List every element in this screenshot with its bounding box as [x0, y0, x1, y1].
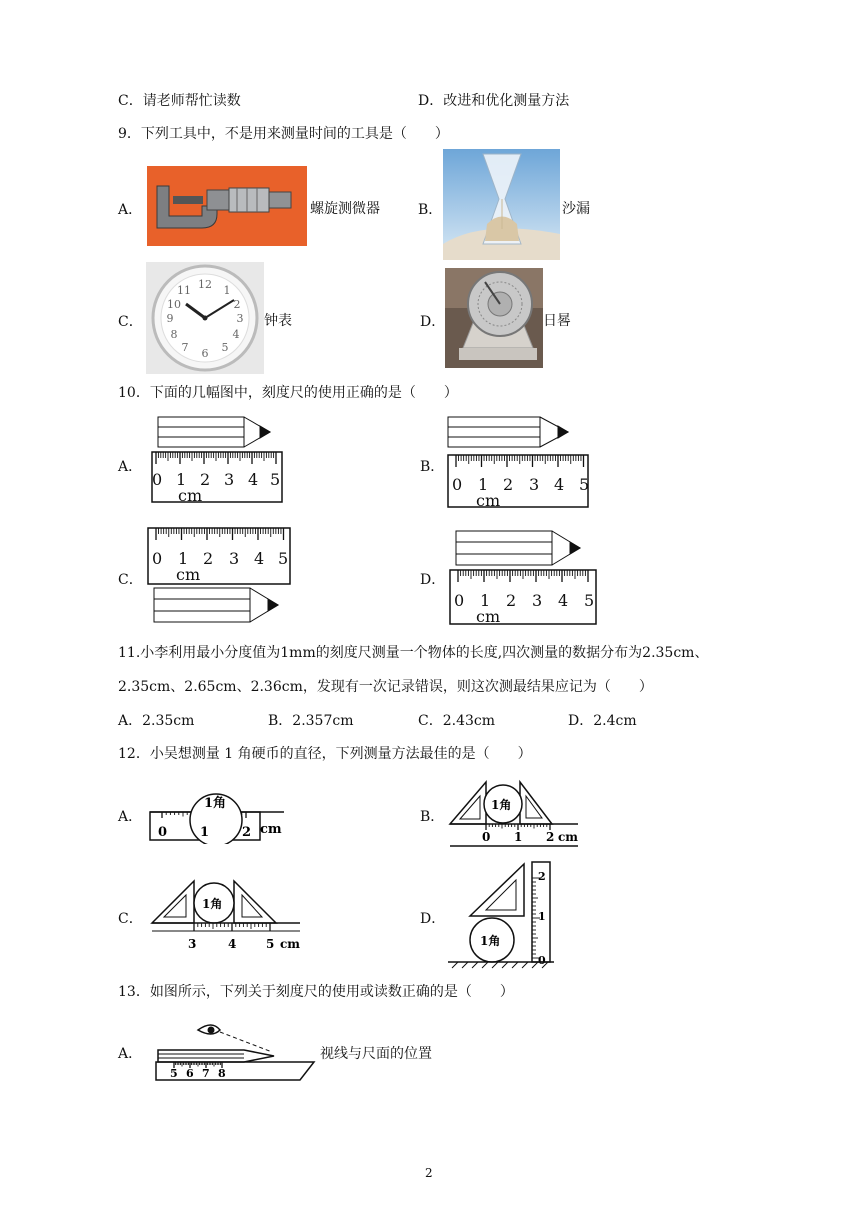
- svg-text:1角: 1角: [202, 897, 223, 911]
- pencil: [154, 588, 278, 622]
- q13-stem: 13．如图所示，下列关于刻度尺的使用或读数正确的是（ ）: [118, 984, 514, 1000]
- q9-option-d-letter: D．: [420, 314, 446, 330]
- svg-text:1角: 1角: [491, 798, 512, 812]
- q9-option-d-label: 日晷: [543, 313, 571, 329]
- svg-text:8: 8: [218, 1067, 226, 1080]
- svg-text:6: 6: [201, 347, 209, 360]
- svg-text:11: 11: [177, 284, 191, 297]
- svg-text:2: 2: [538, 870, 546, 883]
- q13-option-a-label: 视线与尺面的位置: [320, 1046, 432, 1062]
- svg-text:cm: cm: [476, 607, 501, 626]
- q12-figure-a: [148, 778, 288, 844]
- svg-text:3: 3: [532, 591, 543, 610]
- page-number: 2: [425, 1166, 433, 1180]
- svg-text:5: 5: [270, 470, 281, 489]
- q12-figure-d: [446, 858, 556, 970]
- svg-text:2: 2: [200, 470, 211, 489]
- svg-text:4: 4: [232, 328, 240, 341]
- svg-text:7: 7: [202, 1067, 210, 1080]
- micrometer-image: [147, 166, 307, 246]
- q12-option-d-letter: D．: [420, 911, 446, 927]
- ruler: [152, 452, 282, 505]
- clock-image: [146, 262, 264, 374]
- svg-text:1: 1: [478, 475, 489, 494]
- ruler: [450, 570, 596, 626]
- svg-text:3: 3: [229, 549, 240, 568]
- q9-option-b-label: 沙漏: [562, 201, 590, 217]
- q11-option-c: C．2.43cm: [418, 713, 495, 729]
- svg-text:5: 5: [170, 1067, 178, 1080]
- svg-text:1: 1: [223, 284, 231, 297]
- hourglass-image: [443, 149, 560, 260]
- svg-text:3: 3: [224, 470, 235, 489]
- q10-option-d-letter: D．: [420, 572, 446, 588]
- svg-text:5: 5: [266, 937, 275, 951]
- svg-text:2: 2: [506, 591, 517, 610]
- q10-figure-c: [146, 526, 296, 626]
- svg-text:2: 2: [503, 475, 514, 494]
- q9-option-a-letter: A．: [118, 202, 143, 218]
- svg-text:0: 0: [152, 470, 163, 489]
- q12-option-b-letter: B．: [420, 809, 445, 825]
- svg-text:1: 1: [480, 591, 491, 610]
- svg-text:10: 10: [167, 298, 181, 311]
- q9-option-c-letter: C．: [118, 314, 143, 330]
- q10-figure-a: [150, 413, 290, 508]
- svg-text:cm: cm: [280, 937, 301, 951]
- svg-text:cm: cm: [558, 830, 579, 844]
- svg-text:6: 6: [186, 1067, 194, 1080]
- pencil: [448, 417, 568, 447]
- q10-option-a-letter: A．: [118, 459, 143, 475]
- q10-figure-d: [446, 527, 600, 627]
- q10-stem: 10．下面的几幅图中，刻度尺的使用正确的是（ ）: [118, 385, 458, 401]
- q10-option-b-letter: B．: [420, 459, 445, 475]
- svg-text:7: 7: [181, 341, 189, 354]
- q13-option-a-letter: A．: [118, 1046, 143, 1062]
- svg-text:0: 0: [158, 825, 168, 840]
- q13-figure-a: [154, 1016, 320, 1086]
- svg-text:5: 5: [584, 591, 595, 610]
- svg-text:cm: cm: [260, 822, 282, 837]
- svg-text:3: 3: [236, 312, 244, 325]
- svg-text:1: 1: [538, 910, 546, 923]
- svg-text:cm: cm: [176, 565, 201, 584]
- q11-option-d: D．2.4cm: [568, 713, 637, 729]
- svg-text:2: 2: [203, 549, 214, 568]
- ruler: [448, 455, 589, 510]
- svg-text:0: 0: [482, 830, 491, 844]
- svg-text:1: 1: [176, 470, 187, 489]
- svg-text:9: 9: [166, 312, 174, 325]
- q9-option-a-label: 螺旋测微器: [310, 201, 380, 217]
- svg-text:4: 4: [554, 475, 565, 494]
- svg-text:4: 4: [248, 470, 259, 489]
- q9-stem: 9．下列工具中，不是用来测量时间的工具是（ ）: [118, 126, 449, 142]
- svg-text:1角: 1角: [204, 796, 227, 811]
- ruler: [148, 528, 290, 584]
- svg-text:1角: 1角: [480, 934, 501, 948]
- svg-text:4: 4: [254, 549, 265, 568]
- svg-text:3: 3: [529, 475, 540, 494]
- q12-option-c-letter: C．: [118, 911, 143, 927]
- q11-option-a: A．2.35cm: [118, 713, 195, 729]
- svg-text:0: 0: [452, 475, 463, 494]
- pencil: [456, 531, 580, 565]
- q8-option-c: C．请老师帮忙读数: [118, 93, 241, 109]
- q11-option-b: B．2.357cm: [268, 713, 354, 729]
- svg-text:cm: cm: [178, 486, 203, 505]
- svg-text:cm: cm: [476, 491, 501, 510]
- svg-text:12: 12: [198, 278, 212, 291]
- svg-text:0: 0: [454, 591, 465, 610]
- svg-text:1: 1: [178, 549, 189, 568]
- svg-text:5: 5: [579, 475, 590, 494]
- q9-option-b-letter: B．: [418, 202, 443, 218]
- q12-stem: 12．小吴想测量 1 角硬币的直径，下列测量方法最佳的是（ ）: [118, 746, 532, 762]
- svg-text:8: 8: [170, 328, 178, 341]
- svg-text:5: 5: [221, 341, 229, 354]
- svg-text:2: 2: [546, 830, 555, 844]
- svg-text:2: 2: [233, 298, 241, 311]
- q10-option-c-letter: C．: [118, 572, 143, 588]
- q11-stem-line2: 2.35cm、2.65cm、2.36cm，发现有一次记录错误，则这次测最结果应记为（ ）: [118, 679, 653, 695]
- svg-text:5: 5: [278, 549, 289, 568]
- q12-figure-c: [148, 875, 304, 953]
- sundial-image: [445, 268, 543, 368]
- q12-figure-b: [446, 774, 582, 848]
- q12-option-a-letter: A．: [118, 809, 143, 825]
- q10-figure-b: [446, 413, 592, 510]
- svg-text:0: 0: [538, 954, 546, 967]
- svg-text:4: 4: [228, 937, 237, 951]
- q8-option-d: D．改进和优化测量方法: [418, 93, 570, 109]
- svg-text:4: 4: [558, 591, 569, 610]
- q9-option-c-label: 钟表: [264, 313, 292, 329]
- q11-stem-line1: 11.小李利用最小分度值为1mm的刻度尺测量一个物体的长度,四次测量的数据分布为2.35cm、: [118, 645, 709, 661]
- pencil: [158, 417, 270, 447]
- svg-text:1: 1: [514, 830, 523, 844]
- svg-text:3: 3: [188, 937, 197, 951]
- svg-text:1: 1: [200, 825, 210, 840]
- svg-text:0: 0: [152, 549, 163, 568]
- svg-text:2: 2: [242, 825, 252, 840]
